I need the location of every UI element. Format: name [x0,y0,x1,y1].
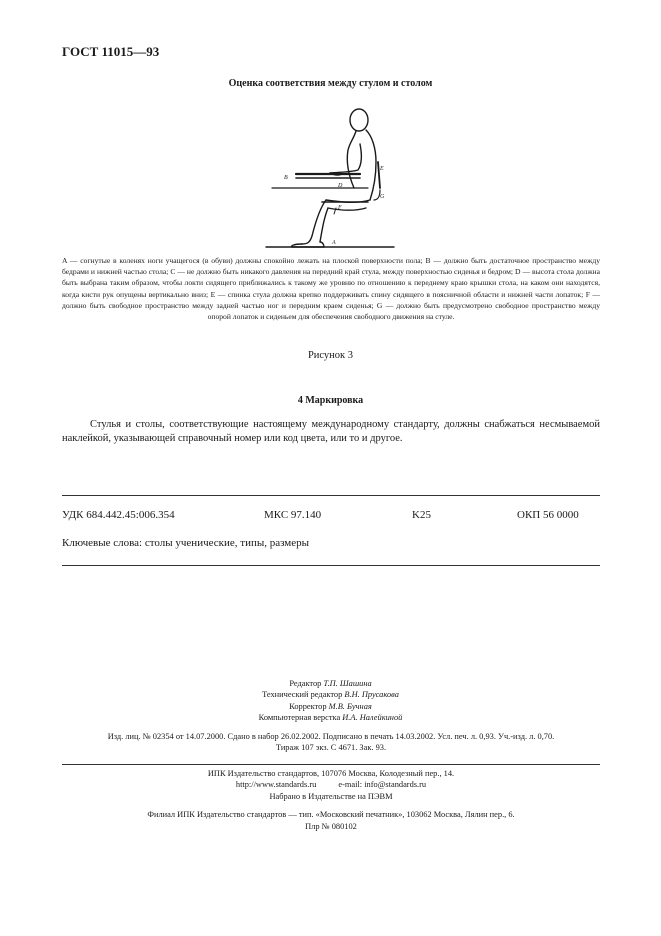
head [350,109,368,131]
udk-code: УДК 684.442.45:006.354 [62,509,175,521]
seated-student-figure [262,96,402,252]
label-a: A [332,240,336,246]
figure-number: Рисунок 3 [307,350,354,361]
publisher-divider [62,764,600,765]
label-b: B [284,175,288,181]
bottom-divider [62,565,600,566]
torso-back [366,130,376,200]
label-g: G [380,194,385,200]
keywords: Ключевые слова: столы ученические, типы, размеры [62,537,310,549]
publisher-address: ИПК Издательство стандартов, 107076 Москва, Колодезный пер., 14. [207,769,455,778]
thigh-bottom [328,208,366,210]
okp-code: ОКП 56 0000 [517,509,579,521]
figure-caption: A — согнутые в коленях ноги учащегося (в обуви) должны спокойно лежать на плоской поверхности пола; B — должно быть достаточное пространство между бедрами и нижней частью стола; C — не должно быть никакого давления на передний край стула, между поверхностью сиденья и бедром; D — высота стола должна быть выбрана таким образом, чтобы локти сидящего приближались к такому же уровню по отношению к переднему краю крышки стола, на каком они находятся, когда кисти рук опущены вертикально вниз; E — спинка стула должна крепко поддерживать спину сидящего в поясничной области и нижней части лопаток; F — должно быть свободное пространство между задней частью ног и передним краем сиденья; G — должно быть предусмотрено свободное пространство между опорой лопаток и сиденьем для обеспечения свободного движения на стуле. [62,256,600,322]
mks-code: МКС 97.140 [264,509,322,521]
credit-editor: Редактор Т.П. Шашина [289,679,372,688]
publisher-plr: Плр № 080102 [305,821,357,831]
top-divider [62,495,600,496]
section-paragraph: Стулья и столы, соответствующие настоящему международному стандарту, должны снабжаться несмываемой наклейкой, указывающей справочный номер или код цвета, или то и другое. [62,419,600,445]
publisher-block [62,768,600,832]
publisher-typeset: Набрано в Издательстве на ПЭВМ [269,791,393,801]
publisher-email: e-mail: info@standards.ru [338,780,427,790]
credits-block [0,678,661,724]
publisher-contacts [62,779,600,790]
publisher-website: http://www.standards.ru [235,780,317,790]
arm [330,144,361,173]
print-info [62,731,600,754]
label-e: E [380,166,384,172]
credit-layout: Компьютерная верстка И.А. Налейкиной [258,713,403,723]
section-heading: 4 Маркировка [297,395,364,406]
document-header: ГОСТ 11015—93 [62,44,160,59]
k-code: K25 [412,509,431,521]
print-info-line1: Изд. лиц. № 02354 от 14.07.2000. Сдано в набор 26.02.2002. Подписано в печать 14.03.2002. Усл. печ. л. 0,93. Уч.-изд. л. 0,70. [107,732,555,741]
figure-title: Оценка соответствия между стулом и столом [228,78,433,89]
credit-tech-editor: Технический редактор В.Н. Прусакова [262,690,399,700]
label-d: D [338,183,343,189]
torso-front [347,131,356,188]
shin-front [302,200,326,244]
label-f: F [338,205,342,211]
shin-back [320,208,328,242]
credit-proofreader: Корректор М.В. Бучная [289,701,372,711]
print-info-line2: Тираж 107 экз. С 4671. Зак. 93. [275,743,387,753]
publisher-branch: Филиал ИПК Издательство стандартов — тип. «Московский печатник», 103062 Москва, Лялин пер., 6. [147,810,515,820]
